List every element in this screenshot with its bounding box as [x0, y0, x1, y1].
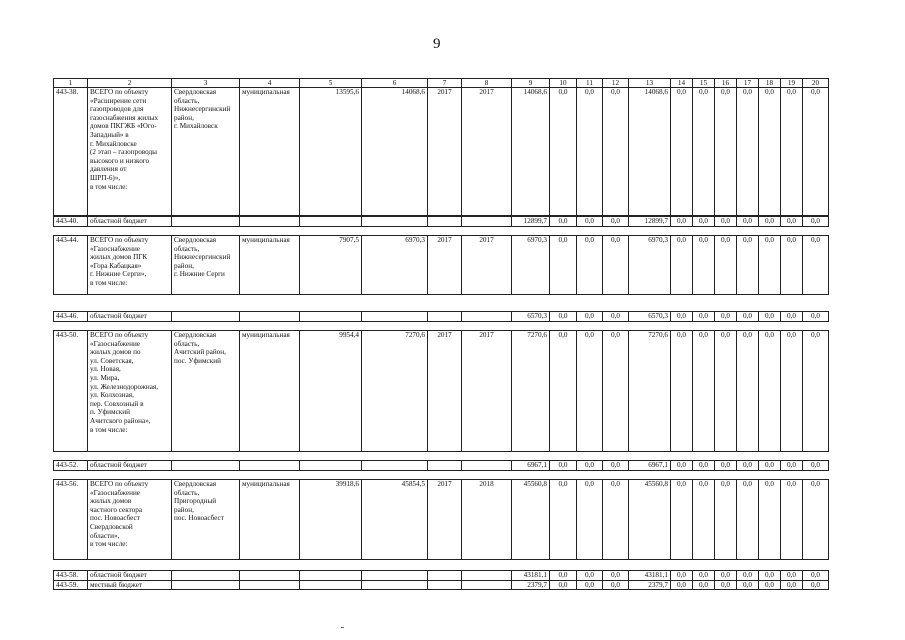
funding-value: 7270,6: [629, 331, 671, 452]
funding-value: 0,0: [737, 580, 759, 590]
end-year: 2017: [462, 236, 512, 295]
funding-value: 0,0: [803, 480, 829, 560]
funding-value: 0,0: [693, 480, 715, 560]
empty-cell: [172, 461, 240, 471]
funding-value: 0,0: [759, 217, 781, 227]
funding-value: 0,0: [693, 331, 715, 452]
funding-value: 0,0: [671, 580, 693, 590]
funding-value: 0,0: [577, 461, 603, 471]
empty-cell: [462, 461, 512, 471]
object-block-4: [53, 479, 829, 560]
column-number: 18: [759, 79, 781, 88]
object-location: Свердловская область, Ачитский район, пос. Уфимский: [172, 331, 240, 452]
funding-value: 0,0: [550, 236, 577, 295]
column-number: 12: [603, 79, 629, 88]
funding-value: 0,0: [759, 312, 781, 322]
capacity-value: 9954,4: [300, 331, 362, 452]
column-number: 5: [300, 79, 362, 88]
funding-value: 0,0: [693, 88, 715, 216]
empty-cell: [462, 312, 512, 322]
funding-value: 0,0: [577, 236, 603, 295]
funding-value: 0,0: [715, 461, 737, 471]
object-name: ВСЕГО по объекту «Газоснабжение жилых домов ПГК «Гора Кабацкая» г. Нижние Серги», в том числе:: [88, 236, 172, 295]
budget-block-2: [53, 311, 829, 322]
object-total-row: [54, 331, 829, 452]
row-number: 443-58.: [54, 571, 88, 581]
column-number: 15: [693, 79, 715, 88]
object-location: Свердловская область, Пригородный район, пос. Новоасбест: [172, 480, 240, 560]
object-total-row: [54, 88, 829, 216]
empty-cell: [362, 571, 428, 581]
funding-value: 0,0: [803, 312, 829, 322]
funding-value: 0,0: [603, 461, 629, 471]
budget-block-4: [53, 570, 829, 590]
funding-value: 43181,1: [512, 571, 550, 581]
funding-value: 0,0: [737, 331, 759, 452]
start-year: 2017: [428, 480, 462, 560]
funding-value: 0,0: [715, 88, 737, 216]
funding-value: 0,0: [803, 217, 829, 227]
funding-value: 0,0: [577, 331, 603, 452]
empty-cell: [428, 580, 462, 590]
row-number: 443-46.: [54, 312, 88, 322]
funding-value: 0,0: [715, 312, 737, 322]
empty-cell: [300, 571, 362, 581]
capacity-value: 39918,6: [300, 480, 362, 560]
capacity-value: 7907,5: [300, 236, 362, 295]
funding-value: 0,0: [603, 217, 629, 227]
funding-value: 0,0: [671, 217, 693, 227]
funding-value: 0,0: [671, 331, 693, 452]
funding-value: 0,0: [759, 236, 781, 295]
ownership-form: муниципальная: [240, 331, 300, 452]
funding-value: 2379,7: [629, 580, 671, 590]
column-number: 2: [88, 79, 172, 88]
funding-value: 0,0: [759, 480, 781, 560]
end-year: 2017: [462, 88, 512, 216]
column-number: 20: [803, 79, 829, 88]
ownership-form: муниципальная: [240, 88, 300, 216]
funding-value: 0,0: [737, 480, 759, 560]
column-number: 13: [629, 79, 671, 88]
funding-value: 0,0: [715, 580, 737, 590]
object-location: Свердловская область, Нижнесергинский район, г. Михайловск: [172, 88, 240, 216]
funding-value: 0,0: [603, 236, 629, 295]
empty-cell: [362, 217, 428, 227]
funding-value: 0,0: [550, 571, 577, 581]
page-number: 9: [433, 36, 441, 52]
funding-value: 0,0: [603, 312, 629, 322]
funding-value: 0,0: [693, 236, 715, 295]
funding-value: 0,0: [737, 461, 759, 471]
funding-value: 0,0: [550, 312, 577, 322]
funding-value: 0,0: [737, 236, 759, 295]
funding-value: 0,0: [759, 461, 781, 471]
funding-value: 14068,6: [512, 88, 550, 216]
funding-value: 0,0: [715, 217, 737, 227]
funding-value: 0,0: [803, 88, 829, 216]
funding-value: 0,0: [781, 217, 803, 227]
ownership-form: муниципальная: [240, 480, 300, 560]
budget-name: областной бюджет: [88, 461, 172, 471]
empty-cell: [462, 571, 512, 581]
budget-name: областной бюджет: [88, 217, 172, 227]
empty-cell: [300, 312, 362, 322]
funding-value: 0,0: [759, 331, 781, 452]
ownership-form: муниципальная: [240, 236, 300, 295]
column-number: 7: [428, 79, 462, 88]
empty-cell: [172, 580, 240, 590]
object-total-row: [54, 236, 829, 295]
funding-value: 0,0: [803, 331, 829, 452]
budget-name: областной бюджет: [88, 312, 172, 322]
empty-cell: [428, 461, 462, 471]
object-block-3: [53, 330, 829, 452]
budget-block-3: [53, 460, 829, 471]
empty-cell: [362, 461, 428, 471]
funding-value: 45560,8: [629, 480, 671, 560]
budget-row: [54, 217, 829, 227]
funding-value: 0,0: [577, 480, 603, 560]
end-year: 2018: [462, 480, 512, 560]
column-number: 16: [715, 79, 737, 88]
row-number: 443-56.: [54, 480, 88, 560]
empty-cell: [172, 571, 240, 581]
funding-value: 0,0: [550, 331, 577, 452]
budget-block-1: [53, 216, 829, 227]
funding-value: 0,0: [693, 461, 715, 471]
funding-value: 0,0: [671, 88, 693, 216]
column-number: 14: [671, 79, 693, 88]
funding-value: 0,0: [577, 88, 603, 216]
funding-value: 0,0: [577, 571, 603, 581]
column-number: 8: [462, 79, 512, 88]
funding-value: 6970,3: [629, 236, 671, 295]
budget-name: местный бюджет: [88, 580, 172, 590]
column-number: 11: [577, 79, 603, 88]
estimated-cost: 45854,5: [362, 480, 428, 560]
funding-value: 0,0: [715, 480, 737, 560]
row-number: 443-59.: [54, 580, 88, 590]
funding-value: 0,0: [737, 217, 759, 227]
empty-cell: [362, 580, 428, 590]
funding-value: 6967,1: [512, 461, 550, 471]
column-number: 4: [240, 79, 300, 88]
funding-value: 12899,7: [512, 217, 550, 227]
budget-row: [54, 312, 829, 322]
funding-value: 6967,1: [629, 461, 671, 471]
empty-cell: [428, 571, 462, 581]
estimated-cost: 14068,6: [362, 88, 428, 216]
empty-cell: [362, 312, 428, 322]
funding-value: 0,0: [781, 571, 803, 581]
budget-name: областной бюджет: [88, 571, 172, 581]
funding-value: 0,0: [693, 312, 715, 322]
funding-value: 0,0: [803, 461, 829, 471]
funding-value: 0,0: [737, 571, 759, 581]
row-number: 443-38.: [54, 88, 88, 216]
empty-cell: [462, 580, 512, 590]
empty-cell: [300, 461, 362, 471]
funding-value: 0,0: [715, 236, 737, 295]
budget-row: [54, 580, 829, 590]
start-year: 2017: [428, 331, 462, 452]
funding-value: 6570,3: [512, 312, 550, 322]
column-number-row: [54, 79, 829, 88]
funding-value: 0,0: [759, 580, 781, 590]
object-location: Свердловская область, Нижнесергинский район, г. Нижние Серги: [172, 236, 240, 295]
budget-row: [54, 461, 829, 471]
funding-value: 2379,7: [512, 580, 550, 590]
funding-value: 0,0: [550, 580, 577, 590]
funding-value: 0,0: [671, 571, 693, 581]
empty-cell: [240, 312, 300, 322]
empty-cell: [240, 461, 300, 471]
funding-value: 0,0: [550, 461, 577, 471]
funding-value: 0,0: [603, 88, 629, 216]
column-number: 3: [172, 79, 240, 88]
column-number: 19: [781, 79, 803, 88]
empty-cell: [172, 312, 240, 322]
funding-value: 0,0: [781, 236, 803, 295]
empty-cell: [240, 571, 300, 581]
funding-value: 0,0: [577, 580, 603, 590]
column-number: 9: [512, 79, 550, 88]
funding-value: 0,0: [737, 312, 759, 322]
funding-value: 0,0: [671, 461, 693, 471]
funding-value: 0,0: [550, 480, 577, 560]
column-number: 17: [737, 79, 759, 88]
funding-value: 0,0: [737, 88, 759, 216]
funding-value: 0,0: [781, 461, 803, 471]
estimated-cost: 6970,3: [362, 236, 428, 295]
row-number: 443-52.: [54, 461, 88, 471]
empty-cell: [428, 312, 462, 322]
funding-value: 0,0: [671, 236, 693, 295]
funding-value: 0,0: [603, 331, 629, 452]
empty-cell: [462, 217, 512, 227]
row-number: 443-50.: [54, 331, 88, 452]
empty-cell: [172, 217, 240, 227]
object-block-1: [53, 78, 829, 216]
estimated-cost: 7270,6: [362, 331, 428, 452]
funding-value: 0,0: [781, 480, 803, 560]
empty-cell: [240, 217, 300, 227]
funding-value: 0,0: [671, 312, 693, 322]
funding-value: 0,0: [603, 480, 629, 560]
start-year: 2017: [428, 236, 462, 295]
column-number: 6: [362, 79, 428, 88]
object-name: ВСЕГО по объекту «Расширение сети газопроводов для газоснабжения жилых домов ПКГЖБ «Юго- Западный» в г. Михайловске (2 этап – газопроводы высокого и низкого давления от ШРП-6)», в том числе:: [88, 88, 172, 216]
start-year: 2017: [428, 88, 462, 216]
scan-mark: [341, 627, 344, 628]
object-total-row: [54, 480, 829, 560]
funding-value: 7270,6: [512, 331, 550, 452]
funding-value: 0,0: [693, 571, 715, 581]
column-number: 1: [54, 79, 88, 88]
funding-value: 0,0: [803, 580, 829, 590]
object-name: ВСЕГО по объекту «Газоснабжение жилых домов по ул. Советская, ул. Новая, ул. Мира, ул. Железнодорожная, ул. Колхозная, пер. Совхозный в п. Уфимский Ачитского района», в том числе:: [88, 331, 172, 452]
funding-value: 0,0: [693, 217, 715, 227]
end-year: 2017: [462, 331, 512, 452]
funding-value: 6570,3: [629, 312, 671, 322]
row-number: 443-44.: [54, 236, 88, 295]
funding-value: 0,0: [550, 217, 577, 227]
object-name: ВСЕГО по объекту «Газоснабжение жилых домов частного сектора пос. Новоасбест Свердловской области», в том числе:: [88, 480, 172, 560]
funding-value: 6970,3: [512, 236, 550, 295]
funding-value: 0,0: [781, 312, 803, 322]
empty-cell: [300, 217, 362, 227]
funding-value: 0,0: [693, 580, 715, 590]
empty-cell: [240, 580, 300, 590]
object-block-2: [53, 235, 829, 295]
funding-value: 0,0: [781, 331, 803, 452]
funding-value: 0,0: [715, 571, 737, 581]
funding-value: 0,0: [603, 580, 629, 590]
capacity-value: 13595,6: [300, 88, 362, 216]
funding-value: 0,0: [715, 331, 737, 452]
funding-value: 0,0: [759, 571, 781, 581]
funding-value: 0,0: [803, 571, 829, 581]
funding-value: 0,0: [803, 236, 829, 295]
funding-value: 0,0: [550, 88, 577, 216]
funding-value: 0,0: [781, 88, 803, 216]
funding-value: 45560,8: [512, 480, 550, 560]
column-number: 10: [550, 79, 577, 88]
row-number: 443-40.: [54, 217, 88, 227]
funding-value: 43181,1: [629, 571, 671, 581]
funding-value: 12899,7: [629, 217, 671, 227]
funding-value: 14068,6: [629, 88, 671, 216]
budget-row: [54, 571, 829, 581]
empty-cell: [300, 580, 362, 590]
funding-value: 0,0: [603, 571, 629, 581]
funding-value: 0,0: [781, 580, 803, 590]
empty-cell: [428, 217, 462, 227]
funding-value: 0,0: [577, 217, 603, 227]
funding-value: 0,0: [577, 312, 603, 322]
funding-value: 0,0: [671, 480, 693, 560]
funding-value: 0,0: [759, 88, 781, 216]
